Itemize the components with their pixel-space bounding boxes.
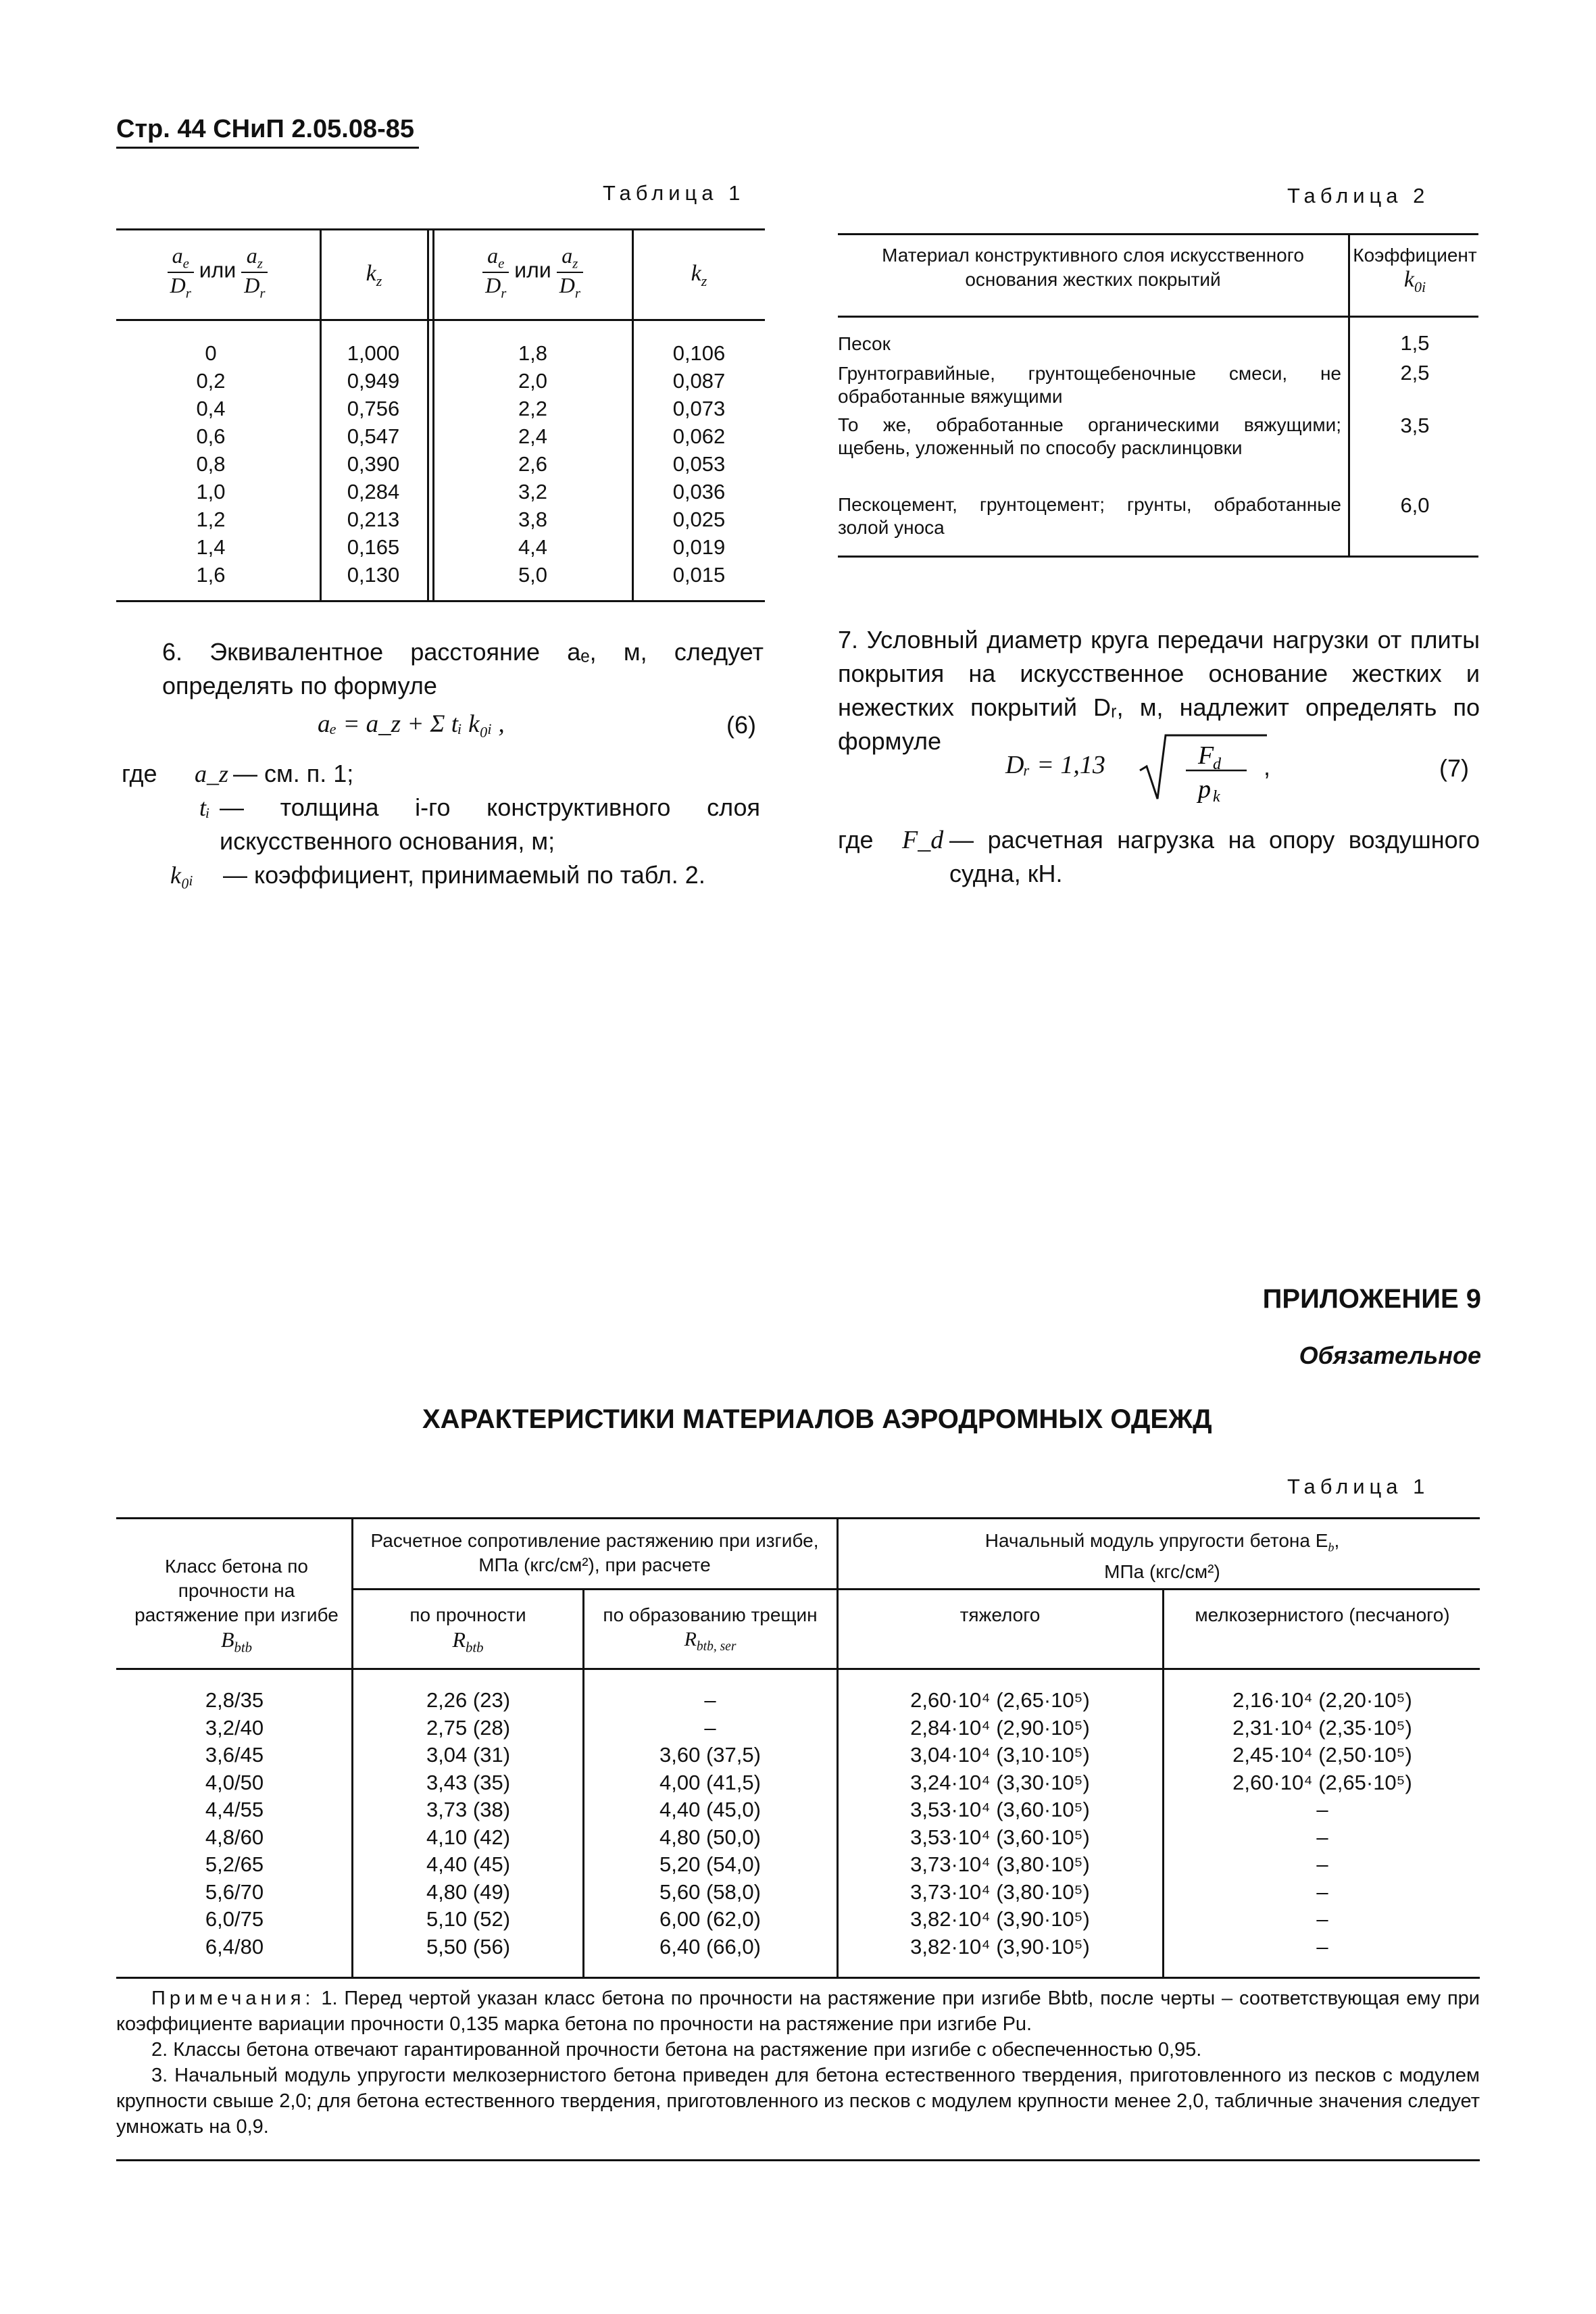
table1-col-kz-right: 0,106 0,087 0,073 0,062 0,053 0,036 0,025 0,019 0,015 — [672, 341, 726, 587]
notes-block — [116, 1986, 1480, 2140]
table3-head-fine: мелкозернистого (песчаного) — [1195, 1604, 1450, 1625]
section7-formula-no: (7) — [1439, 754, 1469, 782]
svg-text:p: p — [1198, 775, 1211, 804]
notes-bottom-rule — [116, 2159, 1480, 2161]
table3-head-heavy: тяжелого — [959, 1604, 1041, 1625]
section7-sqrt — [1139, 731, 1274, 809]
section6-def1-sym: a_z — [195, 760, 229, 787]
table1-head-kz-left: $k_z$ — [366, 261, 382, 289]
table2-head-coef: Коэффициент $k_{0i}$ — [1353, 245, 1477, 295]
section6-def3-text: — коэффициент, принимаемый по табл. 2. — [223, 861, 705, 889]
table2-row-2-value: 2,5 — [1400, 361, 1430, 385]
table3-col-class: 2,8/35 3,2/40 3,6/45 4,0/50 4,4/55 4,8/60 5,2/65 5,6/70 6,0/75 6,4/80 — [205, 1688, 264, 1959]
section7-where: где — [838, 826, 874, 854]
table3-head-resist: Расчетное сопротивление растяжению при изгибе, МПа (кгс/см²), при расчете — [370, 1530, 819, 1575]
appendix-heading: ХАРАКТЕРИСТИКИ МАТЕРИАЛОВ АЭРОДРОМНЫХ ОДЕЖД — [422, 1404, 1212, 1434]
table2-row-1-value: 1,5 — [1400, 331, 1430, 355]
notes-label: Примечания: — [151, 1988, 315, 2009]
table2-row-3-value: 3,5 — [1400, 414, 1430, 437]
table2-row-4-value: 6,0 — [1400, 493, 1430, 517]
section6-def2-sym: tᵢ — [199, 794, 210, 821]
section6-formula-no: (6) — [726, 711, 756, 739]
table3-head-class: Класс бетона по прочности на растяжение при изгибе $B_{btb}$ — [134, 1556, 339, 1656]
section7-def-text: — расчетная нагрузка на опору воздушного судна, кН. — [949, 826, 1480, 887]
table1-col-kz-left: 1,000 0,949 0,756 0,547 0,390 0,284 0,213 0,165 0,130 — [347, 341, 400, 587]
table3-head-strength: по прочности $R_{btb}$ — [409, 1604, 526, 1656]
note-2: 2. Классы бетона отвечают гарантированной прочности бетона на растяжение при изгибе с обеспеченностью 0,95. — [151, 2039, 1202, 2061]
svg-text:k: k — [1213, 788, 1220, 806]
appendix-table-caption: Таблица 1 — [1287, 1475, 1430, 1498]
table3-col-crack: – – 3,60 (37,5) 4,00 (41,5) 4,40 (45,0) 4,80 (50,0) 5,20 (54,0) 5,60 (58,0) 6,00 (62,0) 6,40 (66,0) — [659, 1688, 761, 1959]
table1-caption: Таблица 1 — [603, 181, 745, 205]
section7-text: 7. Условный диаметр круга передачи нагрузки от плиты покрытия на искусственное основание жестких и нежестких покрытий Dᵣ, м, надлежит определять по формуле — [838, 626, 1480, 755]
svg-text:F: F — [1198, 741, 1214, 770]
page-header: Стр. 44 СНиП 2.05.08-85 — [116, 115, 415, 143]
svg-text:d: d — [1213, 756, 1221, 773]
header-rule — [116, 147, 419, 149]
table2-row-1-material: Песок — [838, 333, 891, 354]
section7-def-sym: F_d — [902, 826, 944, 854]
table1-head-ratio-left: $\frac{a_e}{D_r}$ или $\frac{a_z}{D_r}$ — [116, 243, 319, 302]
appendix-title: ПРИЛОЖЕНИЕ 9 — [1262, 1284, 1481, 1314]
table1-head-ratio-right: $\frac{a_e}{D_r}$ или $\frac{a_z}{D_r}$ — [434, 243, 632, 302]
table3-head-crack: по образованию трещин $R_{btb, ser}$ — [603, 1604, 818, 1654]
table1-head-kz-right: $k_z$ — [691, 261, 707, 289]
table2-head-material: Материал конструктивного слоя искусственного основания жестких покрытий — [882, 245, 1304, 290]
section7-formula-lhs: Dᵣ = 1,13 — [1005, 751, 1105, 779]
table2-row-4-material: Пескоцемент, грунтоцемент; грунты, обработанные золой уноса — [838, 494, 1341, 538]
table3-col-fine: 2,16·10⁴ (2,20·10⁵) 2,31·10⁴ (2,35·10⁵) 2,45·10⁴ (2,50·10⁵) 2,60·10⁴ (2,65·10⁵) – – – – – – — [1232, 1688, 1412, 1959]
note-1: 1. Перед чертой указан класс бетона по прочности на растяжение при изгибе Bbtb, после черты – соответствующая ему при коэффициенте вариации прочности 0,135 марка бетона по прочности на растяжение при изгибе Pu. — [116, 1988, 1480, 2035]
table2-row-2-material: Грунтогравийные, грунтощебеночные смеси, не обработанные вяжущими — [838, 363, 1341, 407]
table1-col-ratio-right: 1,8 2,0 2,2 2,4 2,6 3,2 3,8 4,4 5,0 — [518, 341, 548, 587]
appendix-subtitle: Обязательное — [1299, 1341, 1481, 1369]
table3-col-strength: 2,26 (23) 2,75 (28) 3,04 (31) 3,43 (35) 3,73 (38) 4,10 (42) 4,40 (45) 4,80 (49) 5,10 (52) 5,50 (56) — [426, 1688, 511, 1959]
section6-def3-sym: k₀ᵢ — [170, 862, 194, 889]
note-3: 3. Начальный модуль упругости мелкозернистого бетона приведен для бетона естественного твердения, приготовленного из песков с модулем крупности свыше 2,0; для бетона естественного твердения, приготовленного из песков с модулем крупности менее 2,0, табличные значения следует умножать на 0,9. — [116, 2065, 1480, 2138]
table2-row-3-material: То же, обработанные органическими вяжущими; щебень, уложенный по способу расклинцовки — [838, 414, 1341, 458]
table3-col-heavy: 2,60·10⁴ (2,65·10⁵) 2,84·10⁴ (2,90·10⁵) 3,04·10⁴ (3,10·10⁵) 3,24·10⁴ (3,30·10⁵) 3,53·10⁴ (3,60·10⁵) 3,53·10⁴ (3,60·10⁵) 3,73·10⁴ (3,80·10⁵) 3,73·10⁴ (3,80·10⁵) 3,82·10⁴ (3,90·10⁵) 3,82·10⁴ (3,90·10⁵) — [910, 1688, 1090, 1959]
section6-def1-text: — см. п. 1; — [233, 760, 354, 787]
table3-head-modulus: Начальный модуль упругости бетона $E_b$, МПа (кгс/см²) — [984, 1530, 1340, 1582]
section6-where: где — [122, 760, 157, 787]
table2-caption: Таблица 2 — [1287, 184, 1430, 207]
section6-def2-text: — толщина i-го конструктивного слоя искусственного основания, м; — [220, 793, 760, 855]
section6-formula: aₑ = a_z + Σ tᵢ k₀ᵢ , — [318, 710, 505, 738]
section6-text: 6. Эквивалентное расстояние aₑ, м, следует определять по формуле — [162, 638, 764, 699]
table1-col-ratio-left: 0 0,2 0,4 0,6 0,8 1,0 1,2 1,4 1,6 — [196, 341, 226, 587]
